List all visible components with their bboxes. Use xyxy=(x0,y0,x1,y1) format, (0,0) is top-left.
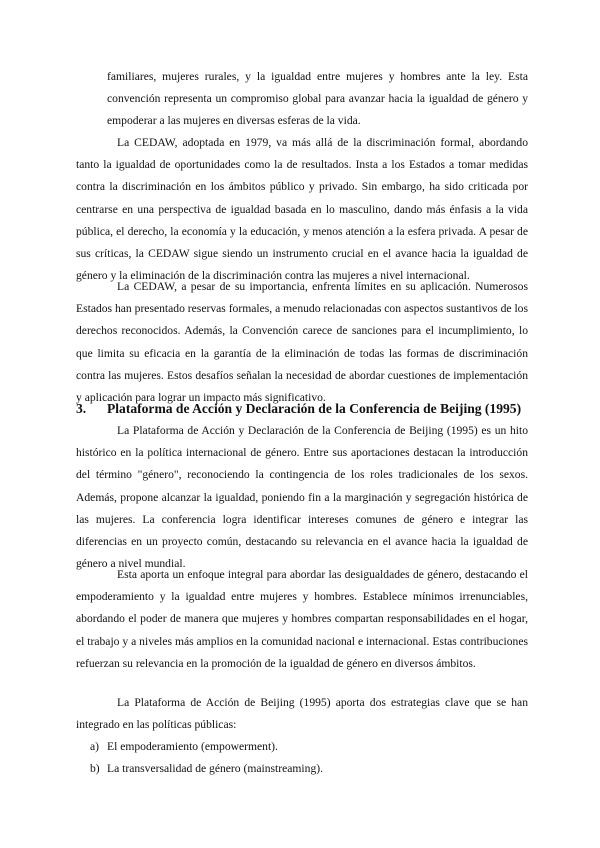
list-item xyxy=(90,758,323,780)
list-item-text: La transversalidad de género (mainstreaming). xyxy=(107,762,324,775)
paragraph-cedaw-limits: La CEDAW, a pesar de su importancia, enfrenta límites en su aplicación. Numerosos Estados han presentado reservas formales, a menudo relacionadas con aspectos sustantivos de los derechos reconocidos. Además, la Convención carece de sanciones para el incumplimiento, lo que limita su eficacia en la garantía de la eliminación de todas las formas de discriminación contra las mujeres. Estos desafíos señalan la necesidad de abordar cuestiones de implementación y aplicación para lograr un impacto más significativo. xyxy=(76,280,528,405)
list-item-text: El empoderamiento (empowerment). xyxy=(107,740,278,753)
list-item xyxy=(90,736,278,758)
paragraph-integral-approach: Esta aporta un enfoque integral para abordar las desigualdades de género, destacando el empoderamiento y la igualdad entre mujeres y hombres. Establece mínimos irrenunciables, abordando el poder de manera que mujeres y hombres compartan responsabilidades en el hogar, el trabajo y a niveles más amplios en la comunidad nacional e internacional. Estas contribuciones refuerzan su relevancia en la promoción de la igualdad de género en diversos ámbitos. xyxy=(76,568,528,670)
section-heading xyxy=(76,398,546,420)
paragraph-two-strategies: La Plataforma de Acción de Beijing (1995) aporta dos estrategias clave que se han integrado en las políticas públicas: xyxy=(76,696,528,732)
paragraph-convention-summary: familiares, mujeres rurales, y la igualdad entre mujeres y hombres ante la ley. Esta convención representa un compromiso global para avanzar hacia la igualdad de género y empoderar a las mujeres en diversas esferas de la vida. xyxy=(107,70,528,128)
list-marker: b) xyxy=(90,762,100,775)
paragraph-beijing-platform: La Plataforma de Acción y Declaración de la Conferencia de Beijing (1995) es un hito histórico en la política internacional de género. Entre sus aportaciones destacan la introducción del término "género", reconociendo la contingencia de los roles tradicionales de los sexos. Además, propone alcanzar la igualdad, poniendo fin a la marginación y segregación histórica de las mujeres. La conferencia logra identificar intereses comunes de género e integrar las diferencias en un proyecto común, destacando su relevancia en el avance hacia la igualdad de género a nivel mundial. xyxy=(76,424,528,571)
section-number: 3. xyxy=(76,401,87,416)
paragraph-cedaw-adoption: La CEDAW, adoptada en 1979, va más allá de la discriminación formal, abordando tanto la igualdad de oportunidades como la de resultados. Insta a los Estados a tomar medidas contra la discriminación en los ámbitos público y privado. Sin embargo, ha sido criticada por centrarse en una perspectiva de igualdad basada en lo masculino, dando más énfasis a la vida pública, el derecho, la economía y la educación, y menos atención a la esfera privada. A pesar de sus críticas, la CEDAW sigue siendo un instrumento crucial en el avance hacia la igualdad de género y la eliminación de la discriminación contra las mujeres a nivel internacional. xyxy=(76,136,528,283)
list-marker: a) xyxy=(90,740,100,753)
section-title: Plataforma de Acción y Declaración de la Conferencia de Beijing (1995) xyxy=(107,401,522,416)
